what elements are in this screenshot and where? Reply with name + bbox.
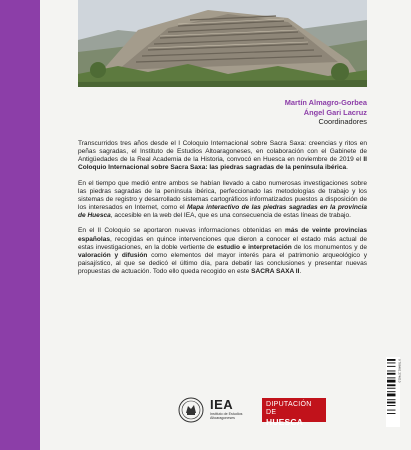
isbn-digits: 9 788481 274010 <box>397 359 402 383</box>
editors-role-label: Coordinadores <box>318 117 367 127</box>
editor-name-2: Ángel Gari Lacruz <box>303 107 367 117</box>
editors-block <box>285 98 367 127</box>
text-run: , accesible en la web del IEA, que es una consecuencia de estas líneas de trabajo. <box>110 212 351 220</box>
barcode-bar <box>387 377 396 378</box>
barcode-bar <box>387 394 396 397</box>
text-run: estudio e interpretación <box>216 243 292 251</box>
text-run: En el II Coloquio se aportaron nuevas informaciones obtenidas en <box>78 227 285 235</box>
text-run: valoración y difusión <box>78 251 148 259</box>
text-run: , recogidas en quince intervenciones que dieron a conocer el estado más actual de estas investigaciones, en la doble vertiente de <box>78 235 367 251</box>
text-run: SACRA SAXA II <box>251 268 300 276</box>
barcode-bar <box>387 388 396 389</box>
iea-logo <box>210 398 250 420</box>
text-run: II Coloquio Internacional sobre Sacra Saxa: las piedras sagradas de la península ibérica <box>78 156 367 172</box>
text-run: Transcurridos tres años desde el I Coloquio Internacional sobre Sacra Saxa: creencias y ritos en peñas sagradas, el Instituto de Estudios Altoaragoneses, en colaboración con el Gabinete de Antigüedades de la Real Academia de la Historia, convocó en Huesca en noviembre de 2019 el <box>78 140 367 164</box>
iea-logo-subtitle: Instituto de Estudios Altoaragoneses <box>210 412 243 421</box>
text-run: . <box>299 268 302 276</box>
landscape-illustration <box>78 0 367 87</box>
paragraph <box>78 140 367 173</box>
paragraph <box>78 227 367 276</box>
paragraph <box>78 180 367 221</box>
synopsis-text <box>78 140 367 283</box>
text-run: . <box>346 164 348 172</box>
barcode-bar <box>387 366 396 367</box>
barcode-bar <box>387 359 396 361</box>
isbn-barcode <box>386 357 400 427</box>
barcode-bar <box>387 402 396 404</box>
barcode-bar <box>387 413 396 414</box>
iea-logo-title: IEA <box>210 397 234 412</box>
text-run: como elementos del mayor interés para el patrimonio arqueológico y paisajístico, al que se dedicó el último día, para debatir las conclusiones y presentar nuevas propuestas de actuación. Todo ello queda recogido en este <box>78 251 368 276</box>
barcode-bar <box>387 380 396 383</box>
cover-photo-rock-steps <box>78 0 367 87</box>
purple-side-band <box>0 0 40 450</box>
barcode-bar <box>387 371 396 372</box>
diputacion-line2: HUESCA <box>266 417 304 427</box>
publisher-logos <box>178 394 378 428</box>
text-run: de los monumentos y de <box>291 243 367 251</box>
barcode-bar <box>387 405 396 406</box>
barcode-bar <box>387 399 396 400</box>
diputacion-line1: DIPUTACIÓN DE <box>266 401 312 416</box>
barcode-bar <box>387 410 396 411</box>
barcode-bar <box>387 384 396 386</box>
text-run: Mapa interactivo de las piedras sagradas en la provincia de Huesca <box>78 204 367 220</box>
diputacion-logo <box>262 398 326 427</box>
seal-icon <box>178 397 204 423</box>
text-run: En el tiempo que medió entre ambos se habían llevado a cabo numerosas investigaciones sobre las piedras sagradas de la península ibérica, perfeccionado las metodologías de trabajo y los sistemas de registro y desarrollado sistemas cartográficos informatizados puestos a disposición de los interesados en Internet, como el <box>78 179 367 212</box>
text-run: más de veinte provincias españolas <box>78 227 367 243</box>
barcode-bar <box>387 362 396 363</box>
editor-name-1: Martín Almagro-Gorbea <box>284 98 367 107</box>
barcode-bar <box>387 373 396 375</box>
barcode-bar <box>387 391 396 392</box>
